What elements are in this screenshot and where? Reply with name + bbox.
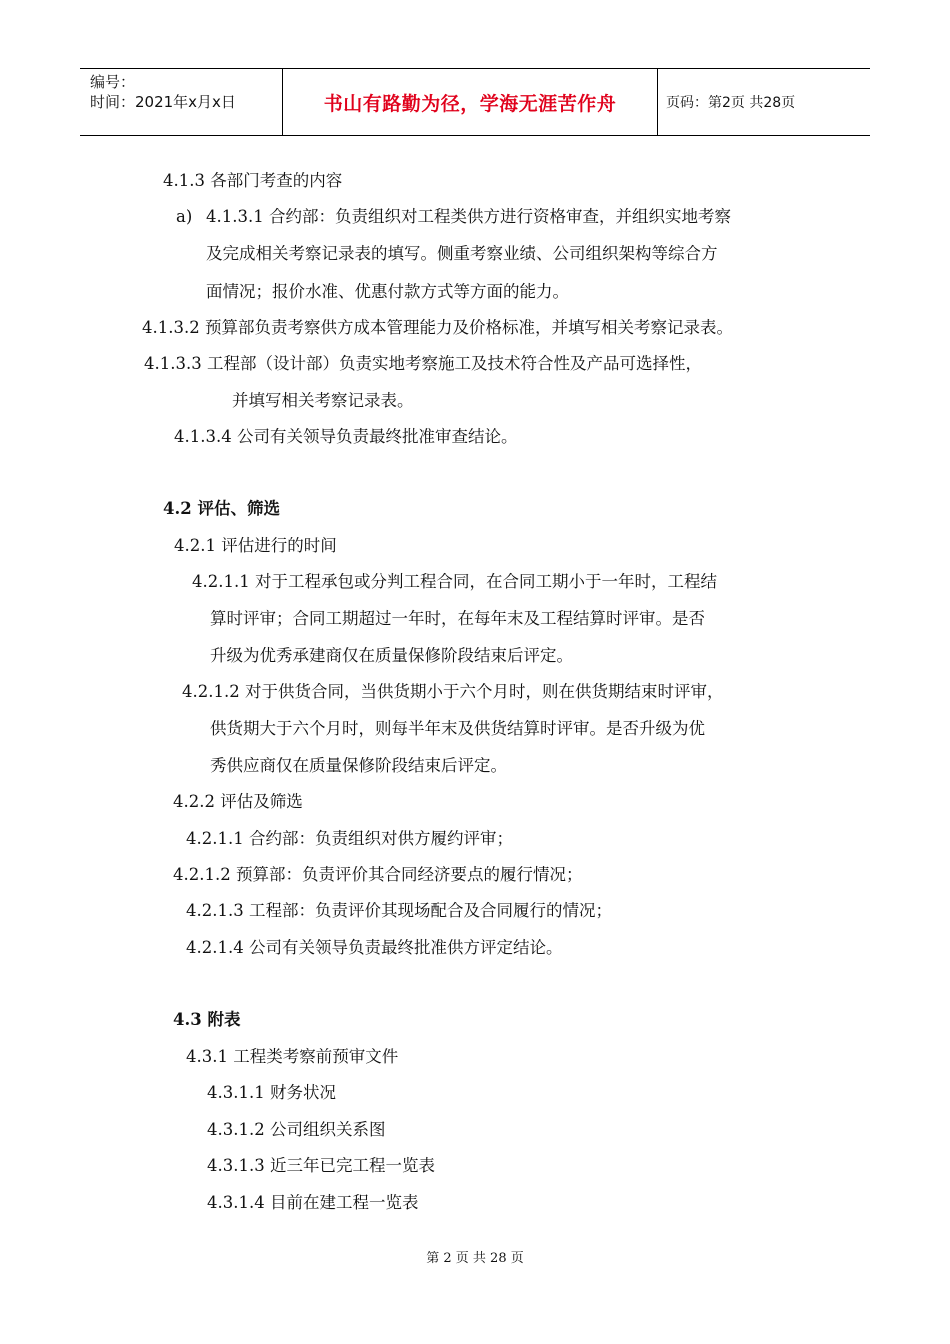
paragraph-4-1-3-3-line2: 并填写相关考察记录表。 (232, 391, 414, 410)
paragraph-4-2-2-4: 4.2.1.4 公司有关领导负责最终批准供方评定结论。 (186, 938, 563, 957)
paragraph-4-1-3-3-line1: 4.1.3.3 工程部（设计部）负责实地考察施工及技术符合性及产品可选择性， (144, 354, 702, 373)
section-4-2-1-title: 4.2.1 评估进行的时间 (174, 536, 337, 555)
header-motto: 书山有路勤为径，学海无涯苦作舟 (323, 92, 617, 115)
paragraph-4-2-1-1-line3: 升级为优秀承建商仅在质量保修阶段结束后评定。 (210, 646, 573, 665)
item-4-3-1-1: 4.3.1.1 财务状况 (207, 1083, 336, 1102)
header-page-info: 页码：第2页 共28页 (666, 95, 796, 111)
header-number-label: 编号： (90, 73, 136, 91)
section-4-3-1-title: 4.3.1 工程类考察前预审文件 (186, 1047, 399, 1066)
paragraph-4-2-1-2-line3: 秀供应商仅在质量保修阶段结束后评定。 (210, 756, 507, 775)
header-motto-cell (282, 69, 658, 135)
paragraph-4-2-2-1: 4.2.1.1 合约部：负责组织对供方履约评审； (186, 829, 513, 848)
paragraph-4-1-3-2: 4.1.3.2 预算部负责考察供方成本管理能力及价格标准，并填写相关考察记录表。 (142, 318, 733, 337)
paragraph-4-1-3-1-line2: 及完成相关考察记录表的填写。侧重考察业绩、公司组织架构等综合方 (206, 244, 718, 263)
header-left-cell (80, 69, 282, 135)
paragraph-4-2-2-2: 4.2.1.2 预算部：负责评价其合同经济要点的履行情况； (173, 865, 583, 884)
paragraph-4-1-3-4: 4.1.3.4 公司有关领导负责最终批准审查结论。 (174, 427, 518, 446)
paragraph-4-1-3-1-line1: 4.1.3.1 合约部：负责组织对工程类供方进行资格审查，并组织实地考察 (206, 207, 731, 226)
item-4-3-1-2: 4.3.1.2 公司组织关系图 (207, 1120, 386, 1139)
list-marker-a: a) (176, 207, 193, 226)
paragraph-4-2-1-1-line2: 算时评审；合同工期超过一年时，在每年末及工程结算时评审。是否 (210, 609, 705, 628)
section-4-2-2-title: 4.2.2 评估及筛选 (173, 792, 303, 811)
paragraph-4-2-1-2-line1: 4.2.1.2 对于供货合同，当供货期小于六个月时，则在供货期结束时评审， (182, 682, 724, 701)
paragraph-4-2-1-2-line2: 供货期大于六个月时，则每半年末及供货结算时评审。是否升级为优 (210, 719, 705, 738)
header-time-label: 时间：2021年x月x日 (90, 93, 236, 111)
paragraph-4-1-3-1-line3: 面情况；报价水准、优惠付款方式等方面的能力。 (206, 282, 569, 301)
item-4-3-1-4: 4.3.1.4 目前在建工程一览表 (207, 1193, 419, 1212)
section-4-1-3-title: 4.1.3 各部门考查的内容 (163, 171, 343, 190)
item-4-3-1-3: 4.3.1.3 近三年已完工程一览表 (207, 1156, 435, 1175)
section-4-2-heading: 4.2 评估、筛选 (163, 499, 280, 518)
section-4-3-heading: 4.3 附表 (173, 1010, 241, 1029)
paragraph-4-2-1-1-line1: 4.2.1.1 对于工程承包或分判工程合同，在合同工期小于一年时，工程结 (192, 572, 717, 591)
page-footer: 第 2 页 共 28 页 (426, 1251, 524, 1266)
header-page-info-cell (658, 69, 870, 135)
page-header (80, 68, 870, 136)
paragraph-4-2-2-3: 4.2.1.3 工程部：负责评价其现场配合及合同履行的情况； (186, 901, 612, 920)
